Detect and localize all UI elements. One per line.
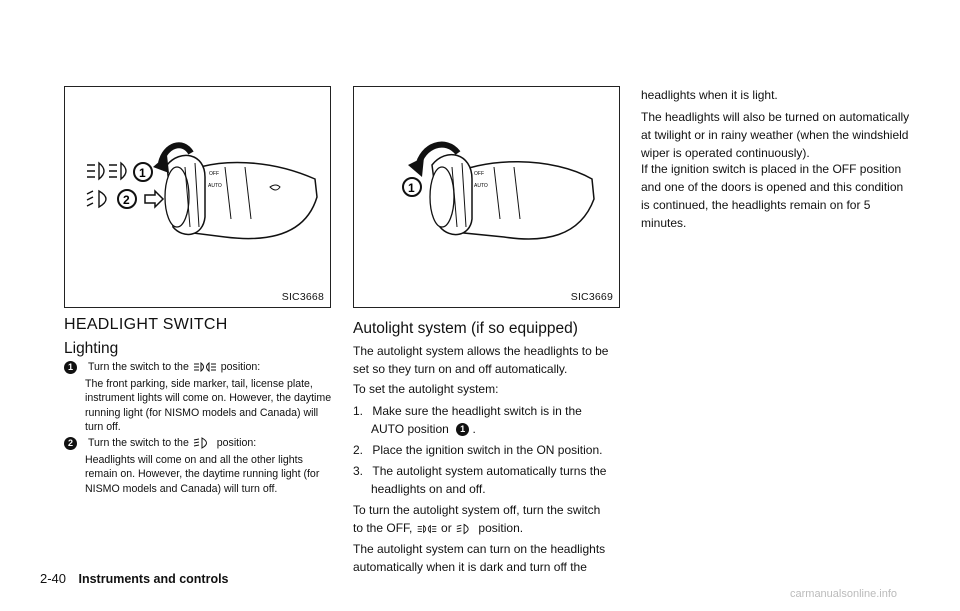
svg-text:1: 1: [139, 166, 146, 180]
paragraph: The headlights will also be turned on automatically at twilight or in rainy weather (when the windshield wiper is operated continuously).: [641, 110, 910, 160]
list-item: 3. The autolight system automatically turns the headlights on and off.: [353, 464, 607, 496]
figure-caption: SIC3668: [281, 291, 324, 303]
figure-autolight: [353, 86, 620, 308]
svg-text:1: 1: [408, 181, 415, 195]
paragraph: The autolight system allows the headlights to be set so they turn on and off automatically.: [353, 344, 609, 376]
number-1-icon: 1: [456, 423, 469, 436]
parking-lights-icon: [192, 362, 218, 372]
headlight-icon: [455, 523, 475, 535]
list-item: 1 Turn the switch to the position: The front parking, side marker, tail, license plate, instrument lights will come on. However, the daytime running light (for NISMO models and Canada) will turn off.: [64, 360, 334, 435]
lever-off-label: OFF: [209, 171, 219, 177]
parking-lights-icon: [416, 524, 438, 534]
headlight-lever-illustration: [65, 87, 330, 287]
section-name: Instruments and controls: [78, 572, 229, 586]
number-2-icon: 2: [64, 437, 77, 450]
figure-caption: SIC3669: [570, 291, 613, 303]
number-1-icon: 1: [64, 361, 77, 374]
svg-text:2: 2: [123, 193, 130, 207]
headlight-icon: [192, 437, 214, 449]
page-footer: [40, 570, 229, 588]
paragraph: headlights when it is light.: [641, 88, 778, 102]
item-body: Headlights will come on and all the other lights remain on. However, the daytime running light (for NISMO models and Canada) will turn off.: [85, 453, 320, 495]
subheading: Lighting: [64, 340, 119, 357]
list-item: 2. Place the ignition switch in the ON position.: [353, 443, 603, 457]
autolight-heading: Autolight system (if so equipped): [353, 320, 578, 337]
section-heading: HEADLIGHT SWITCH: [64, 316, 228, 333]
item-body: The front parking, side marker, tail, license plate, instrument lights will come on. However, the daytime running light (for NISMO models and Canada) will turn off.: [85, 377, 332, 433]
paragraph: If the ignition switch is placed in the OFF position and one of the doors is opened and this condition is continued, the headlights remain on for 5 minutes.: [641, 162, 904, 230]
paragraph: To set the autolight system:: [353, 382, 499, 396]
list-item: 2 Turn the switch to the position: Headlights will come on and all the other lights remain on. However, the daytime running light (for NISMO models and Canada) will turn off.: [64, 436, 334, 496]
lever-auto-label: AUTO: [474, 183, 488, 189]
paragraph: To turn the autolight system off, turn the switch to the OFF, or position.: [353, 503, 601, 535]
callout-2-icon: [118, 190, 136, 208]
watermark: carmanualsonline.info: [790, 588, 898, 600]
lever-auto-label: AUTO: [208, 183, 222, 189]
list-item: 1. Make sure the headlight switch is in the AUTO position 1 .: [353, 404, 582, 436]
page-number: 2-40: [40, 571, 67, 586]
autolight-lever-illustration: [354, 87, 619, 287]
callout-1-icon: [134, 163, 152, 181]
lever-off-label: OFF: [474, 171, 484, 177]
paragraph: The autolight system can turn on the headlights automatically when it is dark and turn off the: [353, 542, 606, 574]
figure-headlight-switch: [64, 86, 331, 308]
callout-1-icon: [403, 178, 421, 196]
